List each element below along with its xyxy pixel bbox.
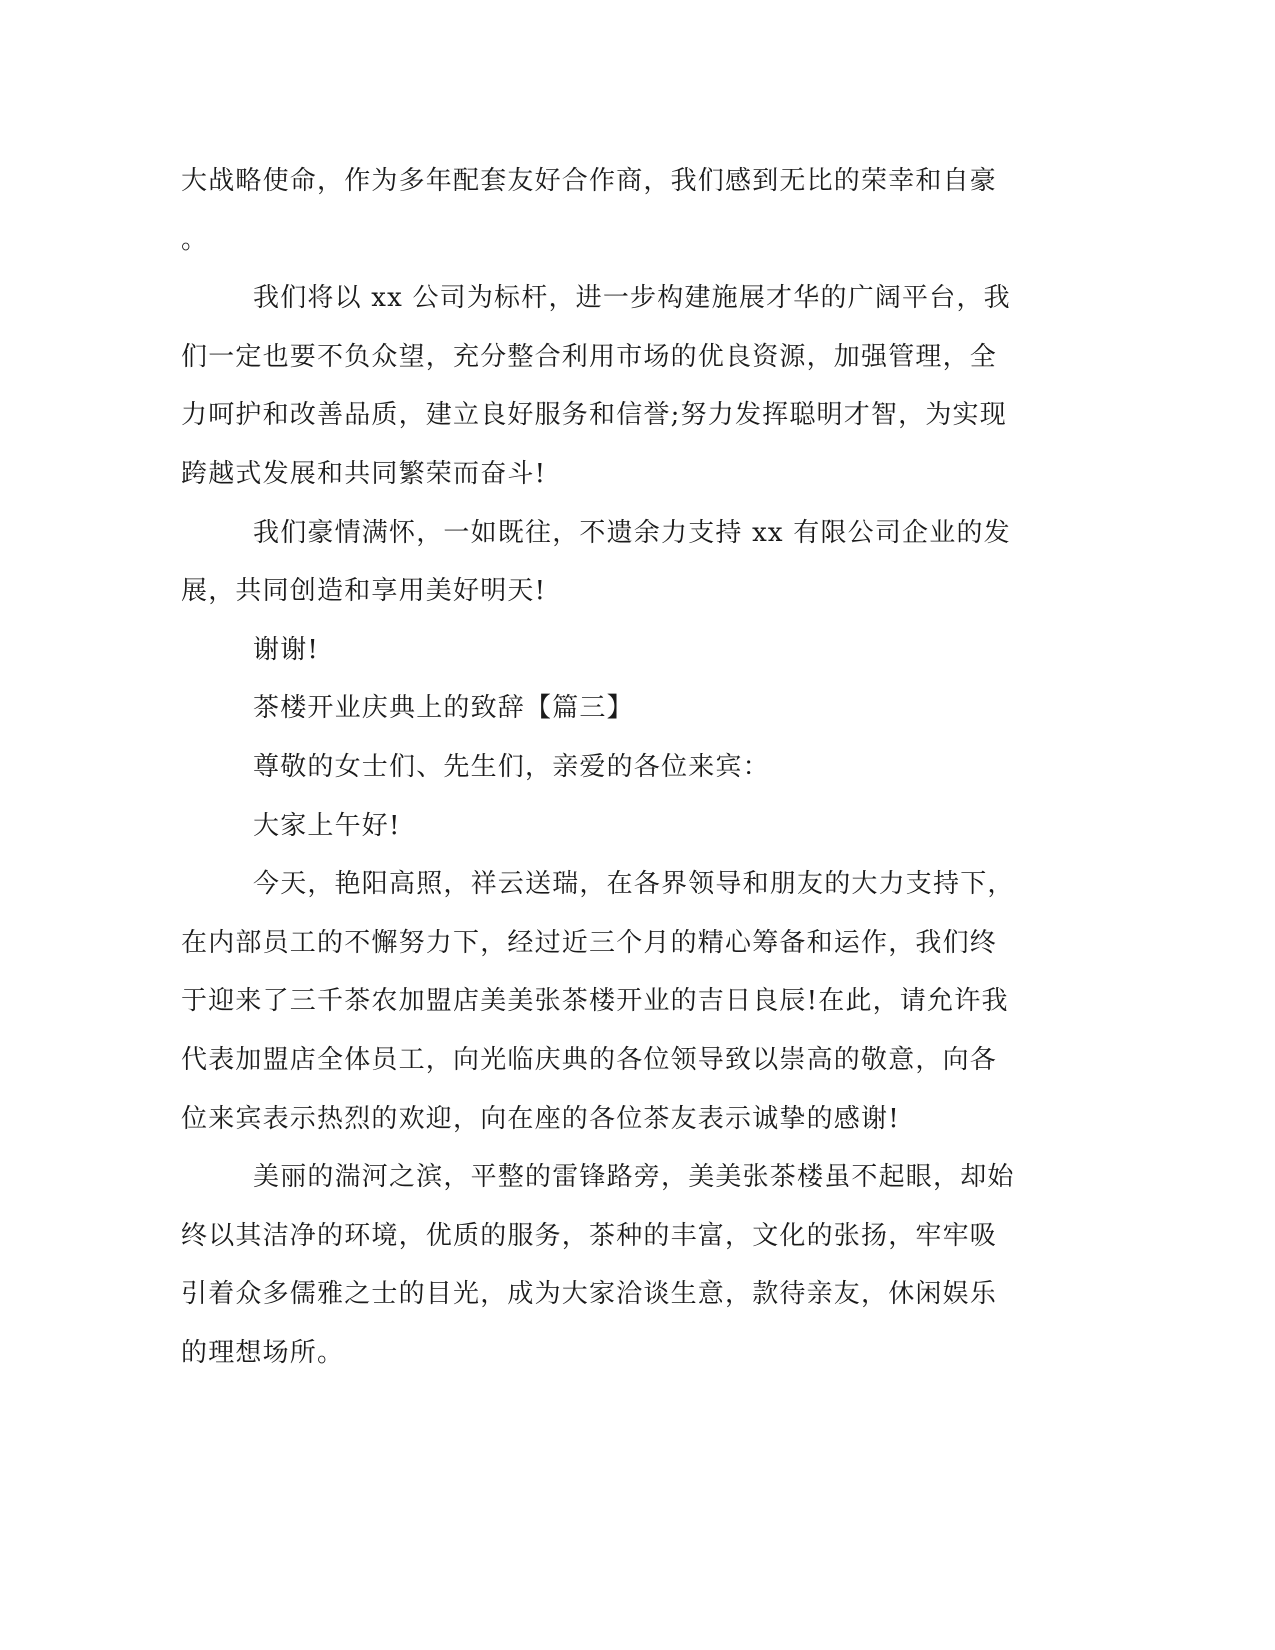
text-line: 大战略使命，作为多年配套友好合作商，我们感到无比的荣幸和自豪: [181, 166, 998, 196]
text-line: 的理想场所。: [181, 1337, 345, 1368]
paragraph-start-line: 今天，艳阳高照，祥云送瑞，在各界领导和朋友的大力支持下，: [253, 869, 1015, 900]
text-line: 终以其洁净的环境，优质的服务，茶种的丰富，文化的张扬，牢牢吸: [181, 1220, 998, 1251]
text-line: 代表加盟店全体员工，向光临庆典的各位领导致以崇高的敬意，向各: [181, 1044, 998, 1075]
salutation-line: 尊敬的女士们、先生们，亲爱的各位来宾：: [253, 751, 770, 782]
paragraph-start-line: 美丽的湍河之滨，平整的雷锋路旁，美美张茶楼虽不起眼，却始: [253, 1162, 1015, 1193]
section-heading: 茶楼开业庆典上的致辞【篇三】: [253, 693, 634, 724]
text-line: 在内部员工的不懈努力下，经过近三个月的精心筹备和运作，我们终: [181, 927, 998, 958]
text-line: 。: [181, 224, 209, 255]
body-text: [181, 152, 1041, 1382]
thanks-line: 谢谢!: [253, 634, 320, 665]
text-line: 位来宾表示热烈的欢迎，向在座的各位茶友表示诚挚的感谢!: [181, 1103, 900, 1134]
paragraph-start-line: 我们将以 xx 公司为标杆，进一步构建施展才华的广阔平台，我: [253, 283, 1011, 314]
text-line: 于迎来了三千茶农加盟店美美张茶楼开业的吉日良辰!在此，请允许我: [181, 986, 1009, 1017]
text-line: 力呵护和改善品质，建立良好服务和信誉;努力发挥聪明才智，为实现: [181, 400, 1007, 431]
paragraph-start-line: 我们豪情满怀，一如既往，不遗余力支持 xx 有限公司企业的发: [253, 517, 1011, 548]
text-line: 们一定也要不负众望，充分整合利用市场的优良资源，加强管理，全: [181, 341, 998, 372]
greeting-line: 大家上午好!: [253, 810, 401, 841]
text-line: 跨越式发展和共同繁荣而奋斗!: [181, 458, 547, 489]
text-line: 引着众多儒雅之士的目光，成为大家洽谈生意，款待亲友，休闲娱乐: [181, 1279, 998, 1310]
text-line: 展，共同创造和享用美好明天!: [181, 576, 547, 607]
